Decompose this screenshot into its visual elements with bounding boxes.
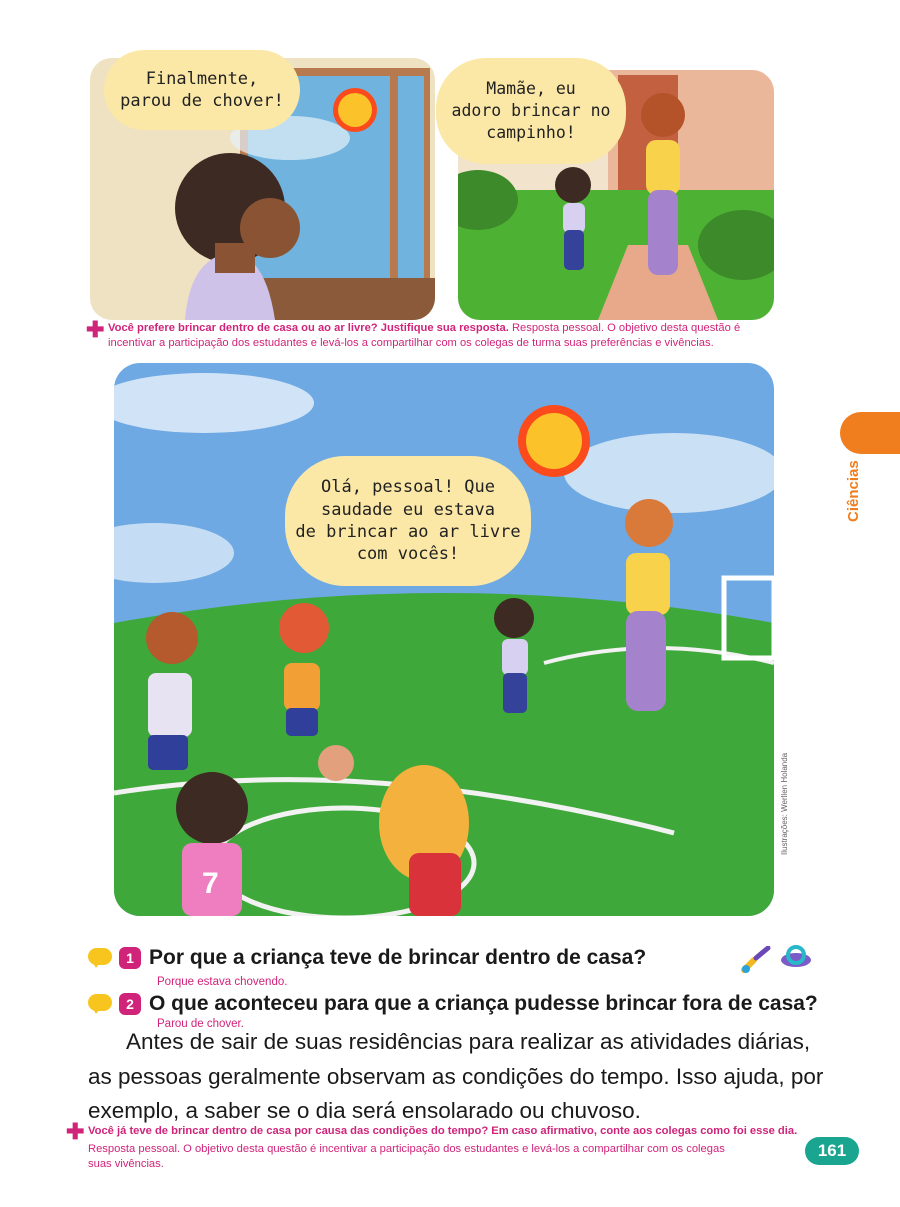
jersey-number: 7: [202, 867, 219, 900]
question-text: O que aconteceu para que a criança pudesse brincar fora de casa?: [149, 992, 818, 1015]
comic-panel-3: [114, 363, 774, 916]
speech-bubble-1: Finalmente, parou de chover!: [104, 50, 300, 130]
brush-icon: [740, 946, 772, 978]
answer-1: Porque estava chovendo.: [157, 976, 288, 988]
question-text: Por que a criança teve de brincar dentro de casa?: [149, 946, 647, 969]
chat-bubble-icon: [88, 994, 114, 1014]
plus-icon: ✚: [66, 1119, 85, 1144]
teacher-note-2: Você já teve de brincar dentro de casa por causa das condições do tempo? Em caso afirmativo, conte aos colegas como foi esse dia. Resposta pessoal. O objetivo desta questão é incentivar a participação dos estudantes e levá-los a compartilhar com os colegas suas vivências.: [88, 1125, 798, 1170]
page-number-badge: 161: [805, 1137, 859, 1165]
magnifier-icon: [778, 944, 814, 978]
question-1: [88, 946, 646, 970]
sun-icon: [518, 405, 590, 477]
question-2: [88, 992, 818, 1016]
plus-icon: ✚: [86, 317, 105, 342]
illustration-credit: Ilustrações: Werllen Holanda: [780, 752, 789, 855]
body-paragraph: Antes de sair de suas residências para realizar as atividades diárias, as pessoas geralmente observam as condições do tempo. Isso ajuda, por exemplo, a saber se o dia será ensolarado ou chuvoso.: [88, 1029, 824, 1123]
speech-bubble-2: Mamãe, eu adoro brincar no campinho!: [436, 58, 626, 164]
question-number: 1: [119, 947, 141, 969]
speech-bubble-3: Olá, pessoal! Que saudade eu estava de brincar ao ar livre com vocês!: [285, 456, 531, 586]
chat-bubble-icon: [88, 948, 114, 968]
side-tab-shape: [840, 412, 900, 454]
side-tab-label: Ciências: [845, 460, 862, 522]
question-number: 2: [119, 993, 141, 1015]
panel-3-illustration: [114, 363, 774, 916]
sun-icon: [333, 88, 377, 132]
teacher-note-1: Você prefere brincar dentro de casa ou ao ar livre? Justifique sua resposta. Resposta pessoal. O objetivo desta questão é incentivar a participação dos estudantes e levá-los a compartilhar com os colegas de turma suas preferências e vivências.: [108, 322, 741, 349]
answer-2: Parou de chover.: [157, 1018, 244, 1030]
